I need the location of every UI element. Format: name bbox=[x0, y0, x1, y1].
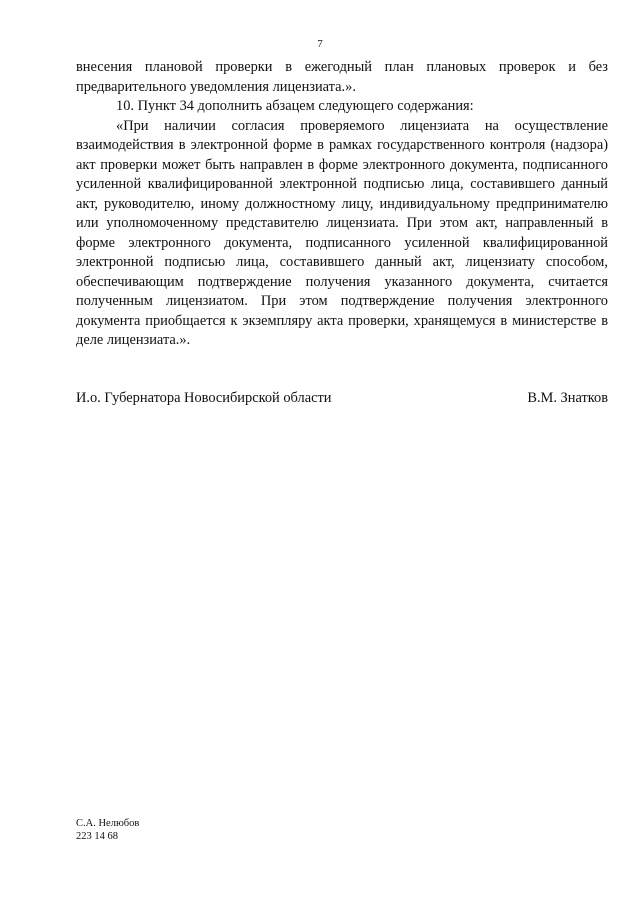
executor-phone: 223 14 68 bbox=[76, 830, 118, 842]
signatory-name: В.М. Знатков bbox=[527, 390, 608, 406]
page-number: 7 bbox=[317, 38, 323, 50]
signature-block bbox=[76, 389, 608, 409]
executor-name: С.А. Нелюбов bbox=[76, 818, 140, 829]
executor-block bbox=[76, 818, 139, 843]
document-body bbox=[76, 58, 608, 351]
signatory-position: И.о. Губернатора Новосибирской области bbox=[76, 390, 332, 406]
paragraph-quoted-amendment: «При наличии согласия проверяемого лицензиата на осуществление взаимодействия в электронной форме в рамках государственного контроля (надзора) акт проверки может быть направлен в форме электронного документа, подписанного усиленной квалифицированной электронной подписью лица, составившего данный акт, руководителю, иному должностному лицу, индивидуальному предпринимателю или уполномоченному представителю лицензиата. При этом акт, направленный в форме электронного документа, подписанного усиленной квалифицированной электронной подписью лица, составившего данный акт, лицензиату способом, обеспечивающим подтверждение получения указанного документа, считается полученным лицензиатом. При этом подтверждение получения электронного документа приобщается к экземпляру акта проверки, хранящемуся в министерстве в деле лицензиата.». bbox=[76, 117, 608, 348]
paragraph-item-10: 10. Пункт 34 дополнить абзацем следующего содержания: bbox=[116, 98, 474, 114]
paragraph-continuation: внесения плановой проверки в ежегодный план плановых проверок и без предварительного уведомления лицензиата.». bbox=[76, 59, 608, 95]
